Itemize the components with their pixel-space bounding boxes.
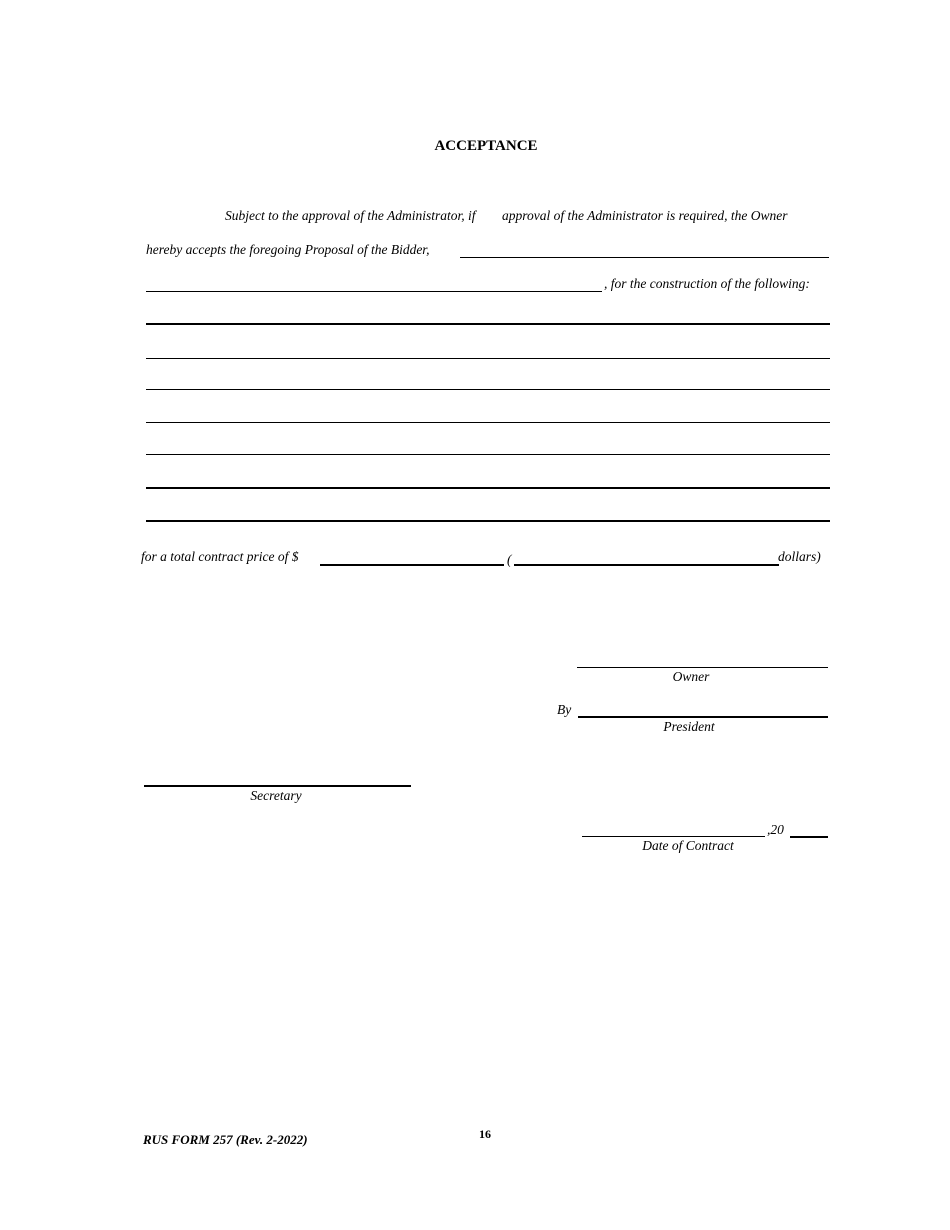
open-paren: ( [507,552,512,567]
page-title: ACCEPTANCE [434,138,538,154]
secretary-label: Secretary [250,788,302,803]
paragraph-line3-suffix: , for the construction of the following: [604,276,810,291]
paragraph-line1-part1: Subject to the approval of the Administrator, if [225,208,476,223]
date-year-prefix: ,20 [767,822,784,837]
construction-line-7[interactable] [146,520,830,522]
dollars-label: dollars) [778,549,821,564]
bidder-name-field[interactable] [460,257,829,258]
construction-line-3[interactable] [146,389,830,390]
construction-line-5[interactable] [146,454,830,455]
owner-label: Owner [672,669,710,684]
construction-line-2[interactable] [146,358,830,359]
contract-price-label: for a total contract price of $ [141,549,299,564]
bidder-name-field-continued[interactable] [146,291,602,292]
date-of-contract-label: Date of Contract [642,838,734,853]
construction-line-4[interactable] [146,422,830,423]
construction-line-6[interactable] [146,487,830,489]
secretary-signature-field[interactable] [144,785,411,787]
date-of-contract-field[interactable] [582,836,765,837]
owner-signature-field[interactable] [577,667,828,668]
by-label: By [557,702,572,717]
date-year-field[interactable] [790,836,828,838]
construction-line-1[interactable] [146,323,830,325]
president-signature-field[interactable] [578,716,828,718]
contract-price-amount-field[interactable] [320,564,504,566]
president-label: President [663,719,715,734]
paragraph-line2: hereby accepts the foregoing Proposal of the Bidder, [146,242,430,257]
footer-form-id: RUS FORM 257 (Rev. 2-2022) [143,1132,308,1147]
paragraph-line1-part2: approval of the Administrator is required, the Owner [502,208,788,223]
contract-price-words-field[interactable] [514,564,779,566]
page-number: 16 [479,1127,491,1141]
